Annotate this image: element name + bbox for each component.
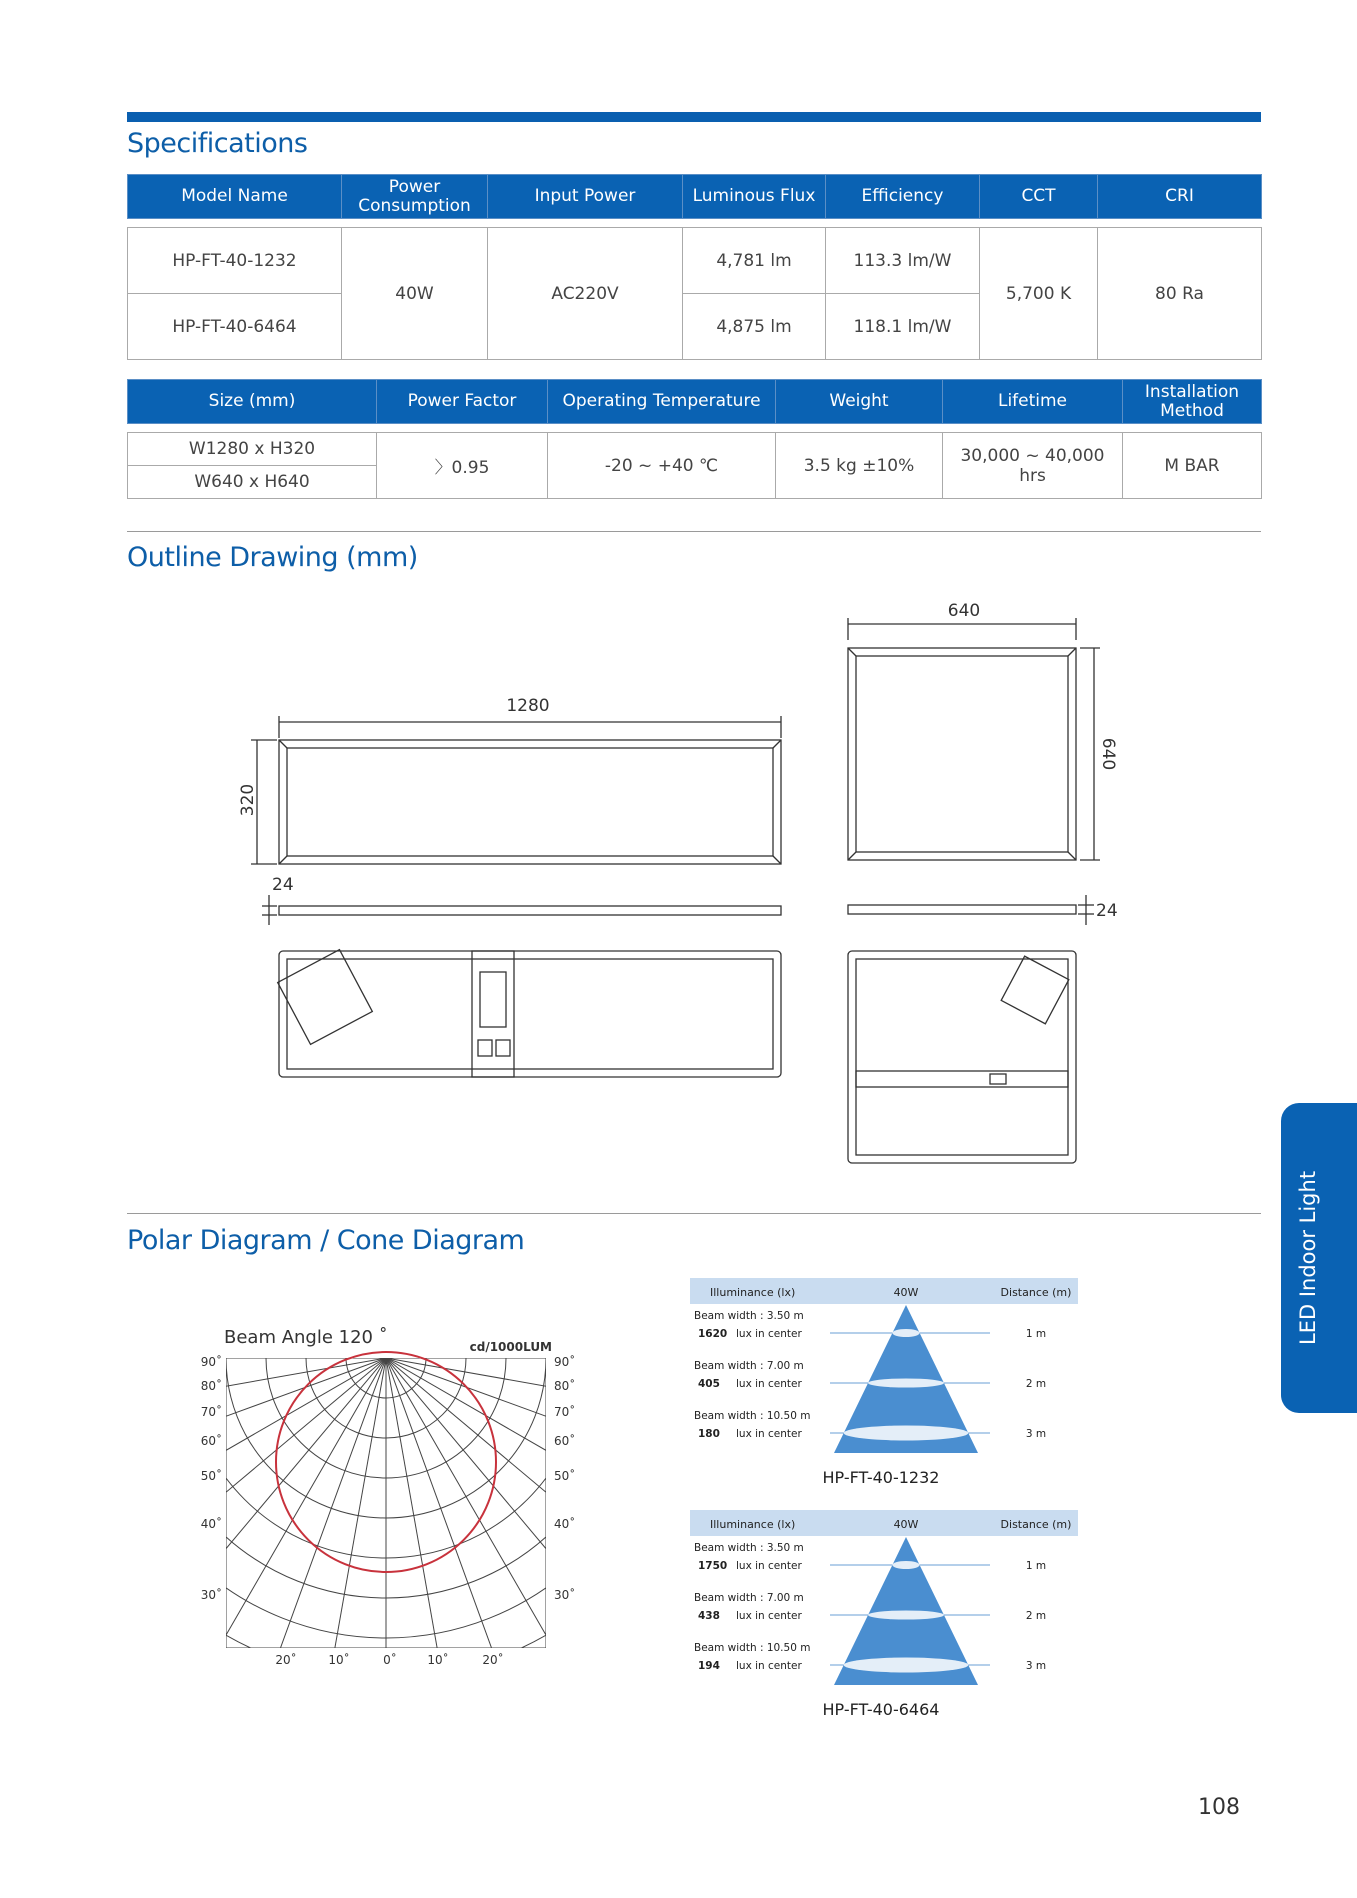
dim-24-label: 24 — [272, 875, 294, 895]
cone-lux-value: 438 — [698, 1610, 720, 1622]
cone-lux-label: lux in center — [736, 1428, 802, 1440]
installation-cell: M BAR — [1123, 433, 1262, 499]
panel-1232-front — [251, 716, 781, 864]
cone-level-ellipse — [844, 1658, 969, 1673]
section-divider — [127, 1213, 1261, 1214]
cone-distance: 1 m — [1025, 1328, 1047, 1340]
cone-header-distance: Distance (m) — [1000, 1518, 1072, 1531]
cone-header-watt: 40W — [893, 1286, 919, 1299]
polar-left-tick: 80˚ — [200, 1379, 222, 1393]
panel-6464-front — [848, 618, 1100, 860]
polar-left-tick: 50˚ — [200, 1469, 222, 1483]
th-power-factor: Power Factor — [377, 380, 548, 424]
cone-lux-label: lux in center — [736, 1610, 802, 1622]
outline-drawing — [0, 590, 1200, 1180]
cone-distance: 2 m — [1025, 1610, 1047, 1622]
cone-lux-label: lux in center — [736, 1560, 802, 1572]
cone-beam-width: Beam width : 7.00 m — [694, 1360, 804, 1372]
polar-bottom-tick: 20˚ — [482, 1653, 504, 1667]
outline-drawing-title: Outline Drawing (mm) — [127, 542, 418, 573]
polar-left-tick: 90˚ — [200, 1355, 222, 1369]
polar-right-tick: 60˚ — [554, 1434, 576, 1448]
th-size: Size (mm) — [128, 380, 377, 424]
th-input-power: Input Power — [488, 175, 683, 219]
cone-beam-width: Beam width : 10.50 m — [694, 1410, 811, 1422]
polar-right-tick: 80˚ — [554, 1379, 576, 1393]
cone-header-illuminance: Illuminance (lx) — [710, 1518, 796, 1531]
cone-level-ellipse — [892, 1329, 919, 1337]
cone-lux-label: lux in center — [736, 1378, 802, 1390]
th-weight: Weight — [776, 380, 943, 424]
lifetime-cell: 30,000 ~ 40,000 hrs — [943, 433, 1123, 499]
polar-left-tick: 40˚ — [200, 1517, 222, 1531]
polar-bottom-tick: 0˚ — [383, 1653, 397, 1667]
size-cell: W1280 x H320 — [128, 433, 377, 466]
cone-distance: 2 m — [1025, 1378, 1047, 1390]
polar-cone-title: Polar Diagram / Cone Diagram — [127, 1225, 525, 1256]
cone-level-ellipse — [868, 1378, 944, 1387]
cone-level-ellipse — [892, 1561, 919, 1569]
th-power-consumption: Power Consumption — [342, 175, 488, 219]
dim-640-top-label: 640 — [947, 601, 981, 621]
panel-6464-side — [848, 895, 1094, 925]
weight-cell: 3.5 kg ±10% — [776, 433, 943, 499]
th-cct: CCT — [980, 175, 1098, 219]
polar-right-tick: 40˚ — [554, 1517, 576, 1531]
panel-1232-back — [278, 950, 781, 1077]
th-installation-method: Installation Method — [1123, 380, 1262, 424]
top-accent-bar — [127, 112, 1261, 122]
polar-bottom-tick: 20˚ — [275, 1653, 297, 1667]
model-name-cell: HP-FT-40-1232 — [128, 228, 342, 294]
polar-bottom-tick: 10˚ — [328, 1653, 350, 1667]
flux-cell: 4,875 lm — [683, 294, 826, 360]
efficiency-cell: 113.3 lm/W — [826, 228, 980, 294]
panel-6464-back — [848, 951, 1076, 1163]
cone-lux-value: 1620 — [698, 1328, 728, 1340]
cone-lux-label: lux in center — [736, 1660, 802, 1672]
polar-diagram — [190, 1320, 610, 1670]
cone-diagram — [690, 1278, 1090, 1488]
th-cri: CRI — [1098, 175, 1262, 219]
cct-cell: 5,700 K — [980, 228, 1098, 360]
cone-lux-label: lux in center — [736, 1328, 802, 1340]
polar-right-tick: 90˚ — [554, 1355, 576, 1369]
polar-left-tick: 70˚ — [200, 1405, 222, 1419]
table-row — [128, 228, 1262, 294]
cone-lux-value: 1750 — [698, 1560, 728, 1572]
cone-beam-width: Beam width : 10.50 m — [694, 1642, 811, 1654]
cone-lux-value: 180 — [698, 1428, 720, 1440]
size-cell: W640 x H640 — [128, 466, 377, 499]
cone-distance: 3 m — [1025, 1428, 1047, 1440]
polar-unit-label: cd/1000LUM — [469, 1340, 552, 1354]
cone-model-label: HP-FT-40-6464 — [822, 1700, 940, 1719]
spec-table-1 — [127, 174, 1262, 360]
cone-diagram — [690, 1510, 1090, 1720]
polar-grid — [190, 1320, 610, 1670]
cone-distance: 1 m — [1025, 1560, 1047, 1572]
section-divider — [127, 531, 1261, 532]
cone-header-watt: 40W — [893, 1518, 919, 1531]
page-number: 108 — [1198, 1795, 1240, 1820]
cone-beam-width: Beam width : 3.50 m — [694, 1310, 804, 1322]
cone-lux-value: 405 — [698, 1378, 720, 1390]
cone-model-label: HP-FT-40-1232 — [822, 1468, 940, 1487]
th-lifetime: Lifetime — [943, 380, 1123, 424]
dim-640-side-label: 640 — [1098, 737, 1118, 771]
panel-1232-side — [262, 895, 781, 925]
cone-level-ellipse — [844, 1426, 969, 1441]
cone-lux-value: 194 — [698, 1660, 720, 1672]
polar-left-tick: 30˚ — [200, 1588, 222, 1602]
dim-1280-label: 1280 — [506, 696, 550, 716]
polar-right-tick: 50˚ — [554, 1469, 576, 1483]
polar-right-tick: 70˚ — [554, 1405, 576, 1419]
efficiency-cell: 118.1 lm/W — [826, 294, 980, 360]
cone-beam-width: Beam width : 3.50 m — [694, 1542, 804, 1554]
input-power-cell: AC220V — [488, 228, 683, 360]
dim-320-label: 320 — [238, 783, 258, 817]
cone-level-ellipse — [868, 1610, 944, 1619]
cone-distance: 3 m — [1025, 1660, 1047, 1672]
table-row — [128, 433, 1262, 466]
flux-cell: 4,781 lm — [683, 228, 826, 294]
th-efficiency: Efficiency — [826, 175, 980, 219]
side-category-label: LED Indoor Light — [1296, 1170, 1320, 1345]
power-factor-cell: 〉0.95 — [377, 433, 548, 499]
specifications-title: Specifications — [127, 128, 308, 159]
polar-right-tick: 30˚ — [554, 1588, 576, 1602]
cone-header-distance: Distance (m) — [1000, 1286, 1072, 1299]
dim-24b-label: 24 — [1096, 901, 1118, 921]
cone-header-illuminance: Illuminance (lx) — [710, 1286, 796, 1299]
model-name-cell: HP-FT-40-6464 — [128, 294, 342, 360]
cri-cell: 80 Ra — [1098, 228, 1262, 360]
th-luminous-flux: Luminous Flux — [683, 175, 826, 219]
cone-beam-width: Beam width : 7.00 m — [694, 1592, 804, 1604]
power-cell: 40W — [342, 228, 488, 360]
th-model-name: Model Name — [128, 175, 342, 219]
polar-left-tick: 60˚ — [200, 1434, 222, 1448]
temperature-cell: -20 ~ +40 ℃ — [548, 433, 776, 499]
th-operating-temperature: Operating Temperature — [548, 380, 776, 424]
spec-table-2 — [127, 379, 1262, 499]
polar-beam-angle-title: Beam Angle 120 ˚ — [224, 1327, 388, 1348]
polar-bottom-tick: 10˚ — [427, 1653, 449, 1667]
